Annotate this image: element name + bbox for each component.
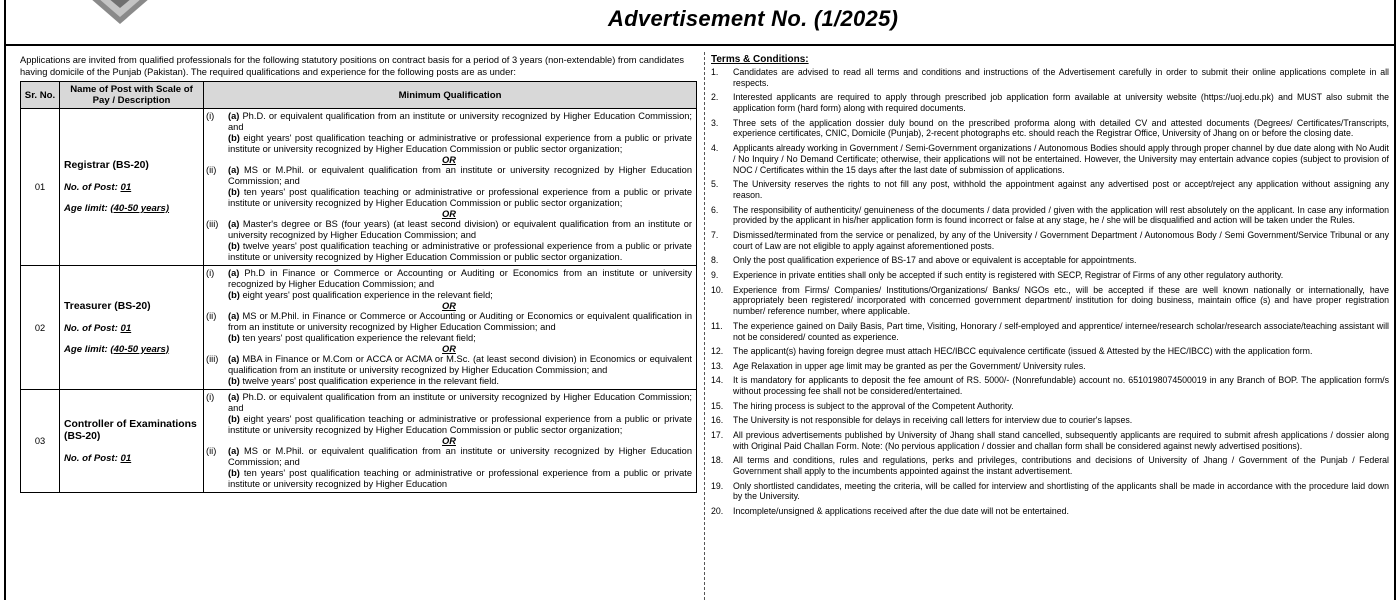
option-text	[228, 311, 692, 344]
university-logo	[88, 0, 152, 28]
option-part-b	[228, 241, 692, 263]
or-separator: OR	[442, 209, 456, 219]
terms-item-number: 10.	[711, 284, 724, 295]
terms-item-number: 12.	[711, 346, 724, 357]
part-a-label: (a)	[228, 392, 240, 402]
age-limit-value: (40-50 years)	[110, 203, 170, 214]
terms-item-text: Experience in private entities shall only be accepted if such entity is registered with SECP, Registrar of Firms of any other regulatory authority.	[733, 269, 1284, 280]
option-number: (i)	[206, 111, 215, 121]
row-serial-number: 02	[21, 266, 60, 390]
terms-item	[711, 143, 1389, 175]
age-limit	[64, 203, 200, 214]
option-number: (ii)	[206, 311, 217, 321]
header-rule	[4, 44, 1396, 46]
post-count-label: No. of Post:	[64, 452, 118, 464]
option-number: (i)	[206, 392, 215, 402]
post-count	[64, 182, 200, 193]
post-count-value: 01	[120, 452, 132, 464]
age-limit	[64, 344, 200, 355]
row-serial-number: 03	[21, 390, 60, 493]
terms-list	[711, 67, 1389, 517]
part-a-text: MS or M.Phil. in Finance or Commerce or Accounting or Auditing or Economics or equivalent qualification in from an institute or university recognized by Higher Education Commission; and	[228, 311, 692, 332]
part-b-text: eight years' post qualification experience in the relevant field;	[242, 290, 493, 300]
part-a-text: Master's degree or BS (four years) (at least second division) or equivalent qualification from an institute or university recognized by Higher Education Commission; and	[228, 219, 692, 240]
age-limit-label: Age limit:	[64, 343, 108, 355]
qualification-option	[206, 311, 692, 344]
option-text	[228, 446, 692, 490]
qualification-option	[206, 111, 692, 155]
terms-item	[711, 401, 1389, 412]
terms-item-number: 19.	[711, 480, 724, 491]
terms-item	[711, 506, 1389, 517]
post-cell	[60, 266, 204, 390]
option-part-a	[228, 111, 692, 133]
part-a-text: Ph.D. or equivalent qualification from an institute or university recognized by Higher Education Commission; and	[228, 392, 692, 413]
part-a-text: MS or M.Phil. or equivalent qualification from an institute or university recognized by Higher Education Commission; and	[228, 165, 692, 186]
terms-item	[711, 270, 1389, 281]
terms-item-number: 14.	[711, 375, 724, 386]
terms-heading: Terms & Conditions:	[711, 54, 809, 65]
option-part-b	[228, 133, 692, 155]
post-name: Registrar (BS-20)	[64, 160, 149, 171]
post-count-value: 01	[120, 322, 132, 334]
post-count	[64, 453, 200, 464]
terms-item-text: It is mandatory for applicants to deposit the fee amount of RS. 5000/- (Nonrefundable) account no. 6510198074500019 in any Branch of BOP. The application form/s without processing fee shall not be considered/entertained.	[733, 375, 1389, 397]
terms-item-number: 7.	[711, 229, 719, 240]
option-text	[228, 111, 692, 155]
option-number: (iii)	[206, 354, 219, 364]
terms-item-text: The hiring process is subject to the approval of the Competent Authority.	[733, 400, 1014, 411]
terms-item-text: Age Relaxation in upper age limit may be granted as per the Government/ University rules.	[733, 360, 1086, 371]
page-border-right	[1394, 0, 1396, 600]
terms-item-text: The applicant(s) having foreign degree must attach HEC/IBCC equivalence certificate (issued & Attested by the HEC/IBCC) with the application form.	[733, 346, 1313, 357]
part-a-text: Ph.D. or equivalent qualification from an institute or university recognized by Higher Education Commission; and	[228, 111, 692, 132]
terms-item	[711, 92, 1389, 114]
terms-item-number: 13.	[711, 360, 724, 371]
or-separator: OR	[442, 436, 456, 446]
option-part-a	[228, 165, 692, 187]
terms-item-number: 15.	[711, 400, 724, 411]
intro-text: Applications are invited from qualified professionals for the following statutory positions on contract basis for a period of 3 years (non-extendable) from candidates having domicile of the Punjab (Pakistan). The required qualifications and experience for the following posts are as under:	[20, 55, 685, 77]
part-b-label: (b)	[228, 376, 240, 386]
terms-item-number: 20.	[711, 506, 724, 517]
terms-item	[711, 255, 1389, 266]
terms-item-number: 8.	[711, 255, 719, 266]
part-a-text: MS or M.Phil. or equivalent qualification from an institute or university recognized by Higher Education Commission; and	[228, 446, 692, 467]
part-a-label: (a)	[228, 268, 240, 278]
page-border-left	[4, 0, 6, 600]
part-a-label: (a)	[228, 354, 240, 364]
table-row	[21, 266, 697, 390]
option-part-b	[228, 414, 692, 436]
terms-item-number: 4.	[711, 142, 719, 153]
part-b-text: ten years' post qualification experience the relevant field;	[242, 333, 476, 343]
part-b-label: (b)	[228, 333, 240, 343]
terms-item	[711, 321, 1389, 343]
terms-item-number: 18.	[711, 455, 724, 466]
terms-item-text: Three sets of the application dossier duly bound on the prescribed proforma along with detailed CV and attested documents (Degrees/ Certificates/Transcripts, experience certificates, CNIC, Domicile (Punjab), 2-recent photographs etc. should reach the Registrar Office, University of Jhang on or before the closing date.	[733, 117, 1389, 139]
part-b-text: eight years' post qualification teaching or administrative or professional experience from a public or private institute or university recognized by Higher Education Commission or public sector organization;	[228, 414, 692, 435]
part-a-label: (a)	[228, 165, 240, 175]
part-b-label: (b)	[228, 414, 240, 424]
part-b-text: ten years' post qualification teaching or administrative or professional experience from a public or private institute or university recognized by Higher Education	[228, 468, 692, 489]
option-number: (ii)	[206, 446, 217, 456]
option-part-b	[228, 376, 692, 387]
post-count-label: No. of Post:	[64, 182, 118, 193]
terms-item	[711, 346, 1389, 357]
part-a-label: (a)	[228, 446, 240, 456]
terms-item	[711, 205, 1389, 227]
option-part-a	[228, 446, 692, 468]
part-b-text: eight years' post qualification teaching or administrative or professional experience from a public or private institute or university recognized by Higher Education Commission or public sector organization;	[228, 133, 692, 154]
option-part-b	[228, 468, 692, 490]
terms-item-number: 5.	[711, 179, 719, 190]
terms-item-text: All terms and conditions, rules and regulations, perks and privileges, contributions and decisions of University of Jhang / Government of the Punjab / Federal Government shall apply to the incumbents appointed against the instant advertisement.	[733, 455, 1389, 477]
terms-item-text: Only the post qualification experience of BS-17 and above or equivalent is acceptable for appointments.	[733, 255, 1137, 266]
part-a-label: (a)	[228, 311, 240, 321]
option-part-a	[228, 311, 692, 333]
part-a-text: MBA in Finance or M.Com or ACCA or ACMA or M.Sc. (at least second division) in Economics or equivalent qualification from an institute or university recognized by Higher Education Commission; and	[228, 354, 693, 375]
qualification-cell	[204, 266, 697, 390]
option-part-a	[228, 354, 692, 376]
option-part-b	[228, 187, 692, 209]
terms-item-text: Experience from Firms/ Companies/ Institutions/Organizations/ Banks/ NGOs etc., will be accepted if these are well known nationally or internationally, have appropriately been registered/ incorporated with concerned government department/ institution for doing business, maintain office (s) and have proper registration number/ reference number, where applicable.	[733, 284, 1389, 317]
terms-item-text: Incomplete/unsigned & applications received after the due date will not be entertained.	[733, 506, 1069, 517]
terms-item-number: 3.	[711, 117, 719, 128]
option-part-b	[228, 333, 692, 344]
option-text	[228, 268, 692, 301]
terms-item-number: 17.	[711, 429, 724, 440]
header-qualification: Minimum Qualification	[204, 82, 697, 109]
part-b-text: twelve years' post qualification teaching or administrative or professional experience from a public or private institute or university recognized by Higher Education Commission or public sector organization.	[228, 241, 692, 262]
posts-table	[20, 81, 697, 493]
qualification-cell	[204, 109, 697, 266]
terms-item-number: 16.	[711, 415, 724, 426]
terms-item-text: The University is not responsible for delays in receiving call letters for interview due to courier's lapses.	[733, 415, 1133, 426]
column-divider	[704, 52, 705, 600]
terms-item-text: The responsibility of authenticity/ genuineness of the documents / data provided / given with the application will rest absolutely on the applicant. In case any information provided by the applicant in his/her application form is found incorrect or false at any stage, he / she will be disqualified and action will be taken under the Rules.	[733, 204, 1389, 226]
age-limit-value: (40-50 years)	[110, 343, 170, 355]
terms-item-text: All previous advertisements published by University of Jhang shall stand cancelled, subsequently applicants are required to submit afresh applications / dossier along with Original Paid Challan Form. Note: (No pervious application / dossier and challan form shall be considered against newly advertised positions).	[733, 429, 1389, 451]
terms-item	[711, 285, 1389, 317]
table-row	[21, 390, 697, 493]
terms-section	[711, 55, 1389, 521]
age-limit-label: Age limit:	[64, 203, 108, 214]
option-part-a	[228, 392, 692, 414]
terms-item	[711, 430, 1389, 452]
terms-item	[711, 230, 1389, 252]
terms-item	[711, 67, 1389, 89]
terms-item-text: Candidates are advised to read all terms and conditions and instructions of the Advertisement carefully in order to submit their online applications complete in all respects.	[733, 66, 1389, 88]
option-number: (ii)	[206, 165, 217, 175]
part-a-text: Ph.D in Finance or Commerce or Accounting or Auditing or Economics from an institute or university recognized by Higher Education Commission; and	[228, 268, 692, 289]
terms-item-number: 2.	[711, 92, 719, 103]
header-post: Name of Post with Scale of Pay / Description	[60, 82, 204, 109]
part-b-label: (b)	[228, 187, 240, 197]
post-name: Treasurer (BS-20)	[64, 300, 151, 312]
option-text	[228, 219, 692, 263]
qualification-option	[206, 392, 692, 436]
qualification-option	[206, 268, 692, 301]
or-separator: OR	[442, 344, 456, 354]
option-part-a	[228, 268, 692, 290]
or-separator: OR	[442, 301, 456, 311]
terms-item-text: Dismissed/terminated from the service or penalized, by any of the University / Government Department / Autonomous Body / Semi Government/Service Tribunal or any court of Law are not eligible to apply against aforementioned posts.	[733, 229, 1389, 251]
option-number: (i)	[206, 268, 215, 278]
part-b-label: (b)	[228, 241, 240, 251]
part-b-label: (b)	[228, 133, 240, 143]
part-b-text: ten years' post qualification teaching or administrative or professional experience from a public or private institute or university recognized by Higher Education Commission or public sector organization;	[228, 187, 692, 208]
post-count-label: No. of Post:	[64, 322, 118, 334]
table-row	[21, 109, 697, 266]
post-count	[64, 323, 200, 334]
terms-item	[711, 179, 1389, 201]
post-cell	[60, 109, 204, 266]
qualification-option	[206, 446, 692, 490]
part-b-label: (b)	[228, 290, 240, 300]
advertisement-title: Advertisement No. (1/2025)	[608, 6, 899, 31]
part-a-label: (a)	[228, 111, 240, 121]
terms-item-text: Applicants already working in Government / Semi-Government organizations / Autonomous Bodies should apply through proper channel by due date along with No Audit / No Inquiry / No Demand Certificate; otherwise, their applications will not be entertained. However, the University may entertain advance copies (subject to provision of NOC / Certificates within the 15 days after the last date of submission of applications.	[733, 142, 1389, 175]
terms-item	[711, 455, 1389, 477]
or-separator: OR	[442, 155, 456, 165]
post-cell	[60, 390, 204, 493]
post-name: Controller of Examinations (BS-20)	[64, 418, 197, 442]
terms-item-text: Interested applicants are required to apply through prescribed job application form available at university website (https://uoj.edu.pk) and MUST also submit the application form (hard form) along with required documents.	[733, 92, 1389, 113]
row-serial-number: 01	[21, 109, 60, 266]
option-text	[228, 354, 692, 387]
part-b-text: twelve years' post qualification experience in the relevant field.	[242, 376, 500, 386]
qualification-option	[206, 219, 692, 263]
header-sr: Sr. No.	[21, 82, 60, 109]
terms-item-text: The University reserves the rights to not fill any post, withhold the appointment against any advertised post or accept/reject any application without assigning any reason.	[733, 179, 1389, 200]
option-part-a	[228, 219, 692, 241]
part-b-label: (b)	[228, 468, 240, 478]
option-part-b	[228, 290, 692, 301]
terms-item-text: The experience gained on Daily Basis, Part time, Visiting, Honorary / self-employed and apprentice/ internee/research scholar/research associate/teaching assistant will not be considered/ counted as experience.	[733, 320, 1389, 342]
terms-item	[711, 361, 1389, 372]
terms-item-number: 6.	[711, 204, 719, 215]
qualification-option	[206, 165, 692, 209]
terms-item	[711, 375, 1389, 397]
terms-item-text: Only shortlisted candidates, meeting the criteria, will be called for interview and shortlisting of the applicants shall be made in accordance with the procedure laid down by the University.	[733, 480, 1389, 502]
qualification-cell	[204, 390, 697, 493]
terms-item-number: 11.	[711, 320, 723, 331]
option-text	[228, 165, 692, 209]
terms-item	[711, 118, 1389, 140]
post-count-value: 01	[120, 182, 132, 193]
option-number: (iii)	[206, 219, 219, 229]
terms-item-number: 9.	[711, 269, 719, 280]
part-a-label: (a)	[228, 219, 240, 229]
terms-item-number: 1.	[711, 66, 719, 77]
table-header-row	[21, 82, 697, 109]
option-text	[228, 392, 692, 436]
terms-item	[711, 415, 1389, 426]
qualification-option	[206, 354, 692, 387]
terms-item	[711, 481, 1389, 503]
